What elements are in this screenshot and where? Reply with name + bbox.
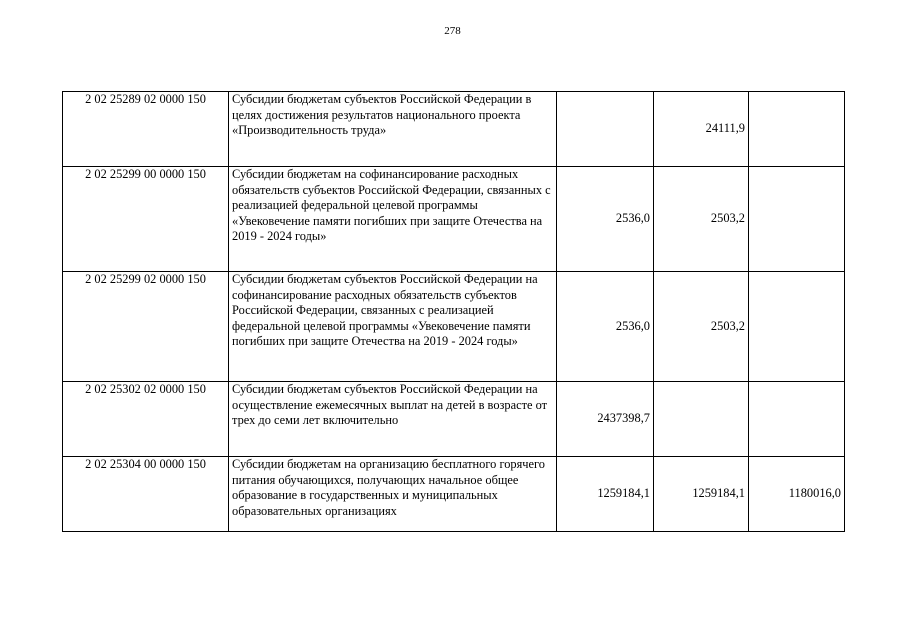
revenue-name: Субсидии бюджетам на софинансирование расходных обязательств субъектов Российской Федерации, связанных с реализацией федеральной целевой программы «Увековечение памяти погибших при защите Отечества на 2019 - 2024 годы» xyxy=(229,167,557,272)
amount-column-1: 2437398,7 xyxy=(557,382,654,457)
amount-column-3 xyxy=(749,272,845,382)
amount-column-2 xyxy=(654,382,749,457)
amount-column-2: 2503,2 xyxy=(654,272,749,382)
revenue-code: 2 02 25299 02 0000 150 xyxy=(63,272,229,382)
table-row xyxy=(63,92,845,167)
budget-revenue-table xyxy=(62,91,845,532)
revenue-code: 2 02 25302 02 0000 150 xyxy=(63,382,229,457)
revenue-code: 2 02 25289 02 0000 150 xyxy=(63,92,229,167)
table-row xyxy=(63,272,845,382)
amount-column-2: 2503,2 xyxy=(654,167,749,272)
amount-column-2: 24111,9 xyxy=(654,92,749,167)
revenue-name: Субсидии бюджетам субъектов Российской Федерации на осуществление ежемесячных выплат на детей в возрасте от трех до семи лет включительно xyxy=(229,382,557,457)
amount-column-1 xyxy=(557,92,654,167)
table-row xyxy=(63,457,845,532)
revenue-code: 2 02 25304 00 0000 150 xyxy=(63,457,229,532)
table-row xyxy=(63,167,845,272)
revenue-name: Субсидии бюджетам субъектов Российской Федерации на софинансирование расходных обязательств субъектов Российской Федерации, связанных с реализацией федеральной целевой программы «Увековечение памяти погибших при защите Отечества на 2019 - 2024 годы» xyxy=(229,272,557,382)
amount-column-3 xyxy=(749,167,845,272)
amount-column-3 xyxy=(749,92,845,167)
amount-column-1: 1259184,1 xyxy=(557,457,654,532)
table-row xyxy=(63,382,845,457)
amount-column-2: 1259184,1 xyxy=(654,457,749,532)
amount-column-3: 1180016,0 xyxy=(749,457,845,532)
amount-column-3 xyxy=(749,382,845,457)
revenue-code: 2 02 25299 00 0000 150 xyxy=(63,167,229,272)
revenue-name: Субсидии бюджетам субъектов Российской Федерации в целях достижения результатов национального проекта «Производительность труда» xyxy=(229,92,557,167)
page-number: 278 xyxy=(444,25,461,37)
revenue-name: Субсидии бюджетам на организацию бесплатного горячего питания обучающихся, получающих начальное общее образование в государственных и муниципальных образовательных организациях xyxy=(229,457,557,532)
amount-column-1: 2536,0 xyxy=(557,272,654,382)
amount-column-1: 2536,0 xyxy=(557,167,654,272)
